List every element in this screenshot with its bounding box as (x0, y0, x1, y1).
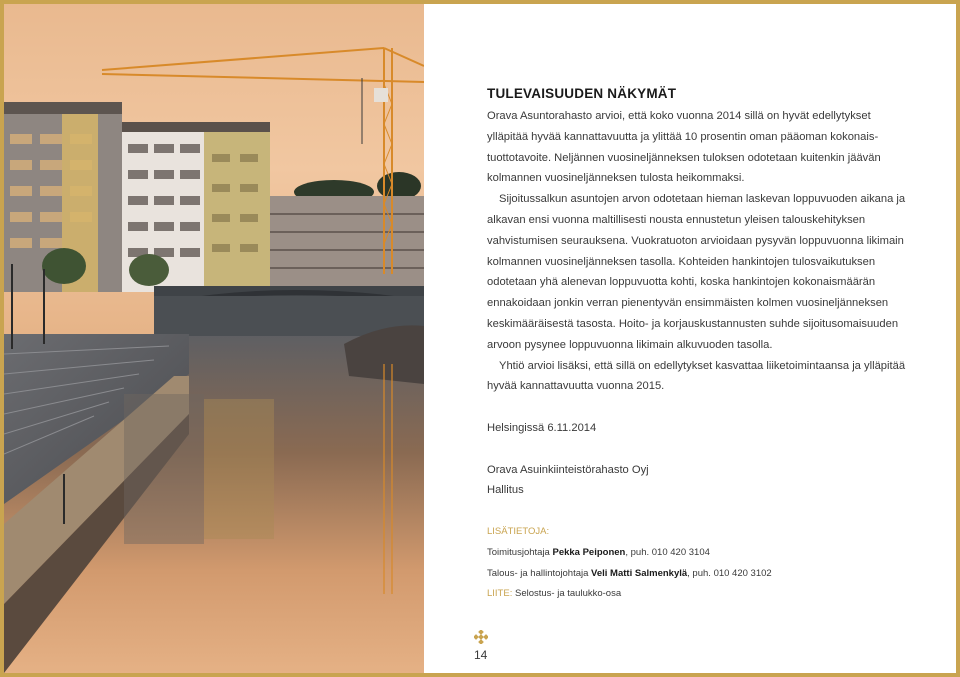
cover-photo (4, 4, 424, 673)
contact-name: Veli Matti Salmenkylä (591, 567, 688, 579)
section-heading: TULEVAISUUDEN NÄKYMÄT (487, 86, 677, 101)
company-name: Orava Asuinkiinteistörahasto Oyj (487, 463, 649, 476)
attachment-label: LIITE: (487, 588, 513, 600)
board-signature: Hallitus (487, 484, 524, 497)
waterfront-photo (4, 4, 424, 673)
info-label: LISÄTIETOJA: (487, 525, 550, 537)
paragraph-portfolio: Sijoitussalkun asuntojen arvon odotetaan hieman laskevan loppuvuoden aikana ja alkavan ensi vuonna maltillisesti nousta ennustetun yleisen talouskehityksen vahvistumisen seurauksena. Vuokratuoton arvioidaan pysyvän loppuvuonna likimain kolmannen vuosineljänneksen tasolla. Kohteiden hankintojen tulosvaikutuksen odotetaan yhä alenevan loppuvuotta kohti, koska hankintojen kokonaismäärän ennakoidaan jonkin verran pienentyvän ensimmäisten kolmen vuosineljänneksen keskimääräisestä tasosta. Hoito- ja korjauskustannusten suhde sijoitusomaisuuden arvoon pysynee loppuvuonna likimain alkuvuoden tasolla. (487, 193, 906, 351)
page-number: 14 (474, 648, 488, 662)
contact-role: Talous- ja hallintojohtaja (487, 567, 589, 579)
attachment-line (487, 584, 907, 605)
paragraph-outlook: Orava Asuntorahasto arvioi, että koko vuonna 2014 sillä on hyvät edellytykset ylläpitää hyvää kannattavuutta ja ylittää 10 prosentin oman pääoman kokonais-tuottotavoite. Neljännen vuosineljänneksen tuloksen odotetaan kuitenkin jäävän kolmannen vuosineljänneksen tulosta heikommaksi. (487, 110, 881, 185)
contact-cfo (487, 564, 907, 585)
squirrel-logo-icon (474, 630, 488, 644)
contact-phone: , puh. 010 420 3102 (687, 567, 772, 579)
report-page (4, 4, 956, 673)
contact-name: Pekka Peiponen (552, 546, 626, 558)
text-column (487, 84, 907, 605)
attachment-text: Selostus- ja taulukko-osa (514, 588, 622, 600)
place-date: Helsingissä 6.11.2014 (487, 421, 597, 434)
paragraph-growth: Yhtiö arvioi lisäksi, että sillä on edellytykset kasvattaa liiketoimintaansa ja ylläpitää hyvää kannattavuutta vuonna 2015. (487, 359, 906, 393)
contact-phone: , puh. 010 420 3104 (625, 546, 710, 558)
contact-ceo (487, 543, 907, 564)
contact-role: Toimitusjohtaja (487, 546, 550, 558)
